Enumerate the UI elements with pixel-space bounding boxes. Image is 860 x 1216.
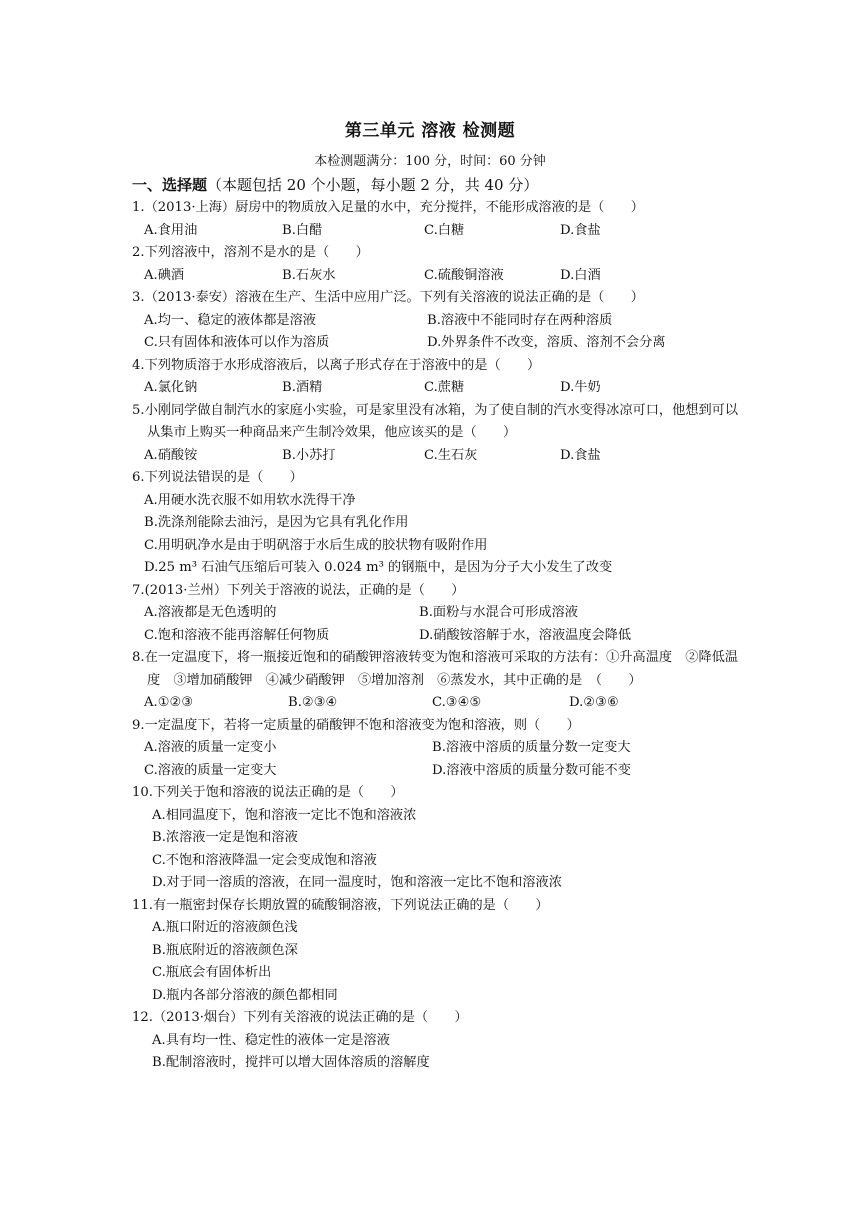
option: A.具有均一性、稳定性的液体一定是溶液	[152, 1032, 390, 1048]
option: B.面粉与水混合可形成溶液	[419, 605, 578, 620]
option: D.食盐	[560, 222, 601, 238]
option-row	[132, 332, 742, 355]
option-row	[132, 265, 742, 288]
option: B.溶液中不能同时存在两种溶质	[427, 312, 613, 328]
option: A.溶液的质量一定变小	[144, 740, 277, 755]
question-stem: 5.小刚同学做自制汽水的家庭小实验，可是家里没有冰箱，为了使自制的汽水变得冰凉可口，他想到可以从集市上购买一种商品来产生制冷效果，他应该买的是（ ）	[132, 402, 739, 440]
option: A.用硬水洗衣服不如用软水洗得干净	[144, 492, 356, 508]
option: A.均一、稳定的液体都是溶液	[144, 312, 316, 328]
question-stem: 4.下列物质溶于水形成溶液后，以离子形式存在于溶液中的是（ ）	[132, 357, 541, 373]
option: C.生石灰	[424, 447, 478, 463]
option: A.食用油	[144, 222, 198, 238]
option: A.硝酸铵	[144, 447, 198, 463]
question-stem: 8.在一定温度下，将一瓶接近饱和的硝酸钾溶液转变为饱和溶液可采取的方法有：①升高温度 ②降低温度 ③增加硝酸钾 ④减少硝酸钾 ⑤增加溶剂 ⑥蒸发水，其中正确的是 （ ）	[132, 650, 739, 688]
option: D.硝酸铵溶解于水，溶液温度会降低	[419, 627, 632, 643]
option: B.配制溶液时，搅拌可以增大固体溶质的溶解度	[152, 1055, 430, 1070]
option: B.石灰水	[282, 267, 336, 283]
option: A.相同温度下，饱和溶液一定比不饱和溶液浓	[152, 807, 417, 823]
section-heading-note: （本题包括 20 个小题，每小题 2 分，共 40 分）	[207, 176, 539, 194]
question-stem: 3.（2013·泰安）溶液在生产、生活中应用广泛。下列有关溶液的说法正确的是（ ）	[132, 290, 644, 305]
question-stem: 7.(2013·兰州）下列关于溶液的说法，正确的是（ ）	[132, 582, 465, 598]
question-stem: 10.下列关于饱和溶液的说法正确的是（ ）	[132, 785, 404, 800]
option: C.不饱和溶液降温一定会变成饱和溶液	[152, 852, 377, 868]
option: C.用明矾净水是由于明矾溶于水后生成的胶状物有吸附作用	[144, 537, 488, 553]
option: C.硫酸铜溶液	[424, 267, 504, 283]
question-stem: 6.下列说法错误的是（ ）	[132, 470, 303, 485]
option: C.只有固体和液体可以作为溶质	[144, 335, 330, 350]
option-row	[132, 692, 742, 715]
option: C.蔗糖	[424, 380, 465, 395]
option: D.②③⑥	[569, 695, 619, 710]
option: A.碘酒	[144, 267, 185, 283]
option: D.25 m³ 石油气压缩后可装入 0.024 m³ 的钢瓶中，是因为分子大小发生了改变	[144, 560, 613, 575]
option: C.③④⑤	[432, 695, 482, 710]
option: A.溶液都是无色透明的	[144, 605, 277, 620]
option: B.酒精	[282, 380, 323, 395]
option: A.瓶口附近的溶液颜色浅	[152, 920, 298, 935]
question-stem: 12.（2013·烟台）下列有关溶液的说法正确的是（ ）	[132, 1010, 468, 1025]
option: B.小苏打	[282, 447, 336, 463]
option-row	[132, 445, 742, 468]
option-row	[132, 310, 742, 333]
option: A.氯化钠	[144, 380, 198, 395]
option-row	[132, 737, 742, 760]
option: B.浓溶液一定是饱和溶液	[152, 830, 298, 845]
option: B.②③④	[288, 695, 338, 710]
option: C.溶液的质量一定变大	[144, 762, 277, 778]
question-list	[132, 197, 742, 1075]
option: A.①②③	[144, 695, 194, 710]
question-stem: 11.有一瓶密封保存长期放置的硫酸铜溶液，下列说法正确的是（ ）	[132, 897, 549, 913]
option: B.白醋	[282, 222, 323, 238]
option: B.溶液中溶质的质量分数一定变大	[432, 740, 631, 755]
document-title: 第三单元 溶液 检测题	[344, 121, 516, 141]
option: D.食盐	[560, 447, 601, 463]
option-row	[132, 760, 742, 783]
section-heading	[132, 174, 538, 195]
option: D.对于同一溶质的溶液，在同一温度时，饱和溶液一定比不饱和溶液浓	[152, 875, 562, 890]
option: C.饱和溶液不能再溶解任何物质	[144, 627, 330, 643]
option: C.瓶底会有固体析出	[152, 965, 272, 980]
question-stem: 9.一定温度下，若将一定质量的硝酸钾不饱和溶液变为饱和溶液，则（ ）	[132, 717, 580, 733]
option: D.白酒	[560, 267, 601, 283]
option: D.外界条件不改变，溶质、溶剂不会分离	[427, 335, 666, 350]
option: B.瓶底附近的溶液颜色深	[152, 942, 298, 958]
question-stem: 2.下列溶液中，溶剂不是水的是（ ）	[132, 245, 369, 260]
question-stem: 1.（2013·上海）厨房中的物质放入足量的水中，充分搅拌，不能形成溶液的是（ ）	[132, 200, 644, 215]
option-row	[132, 602, 742, 625]
option: C.白糖	[424, 222, 465, 238]
option: D.溶液中溶质的质量分数可能不变	[432, 762, 631, 778]
option-row	[132, 220, 742, 243]
option-row	[132, 377, 742, 400]
option: D.牛奶	[560, 380, 601, 395]
option: B.洗涤剂能除去油污，是因为它具有乳化作用	[144, 515, 409, 530]
option: D.瓶内各部分溶液的颜色都相同	[152, 987, 338, 1003]
option-row	[132, 625, 742, 648]
document-subtitle: 本检测题满分：100 分，时间：60 分钟	[314, 154, 546, 169]
section-heading-label: 一、选择题	[132, 176, 208, 194]
